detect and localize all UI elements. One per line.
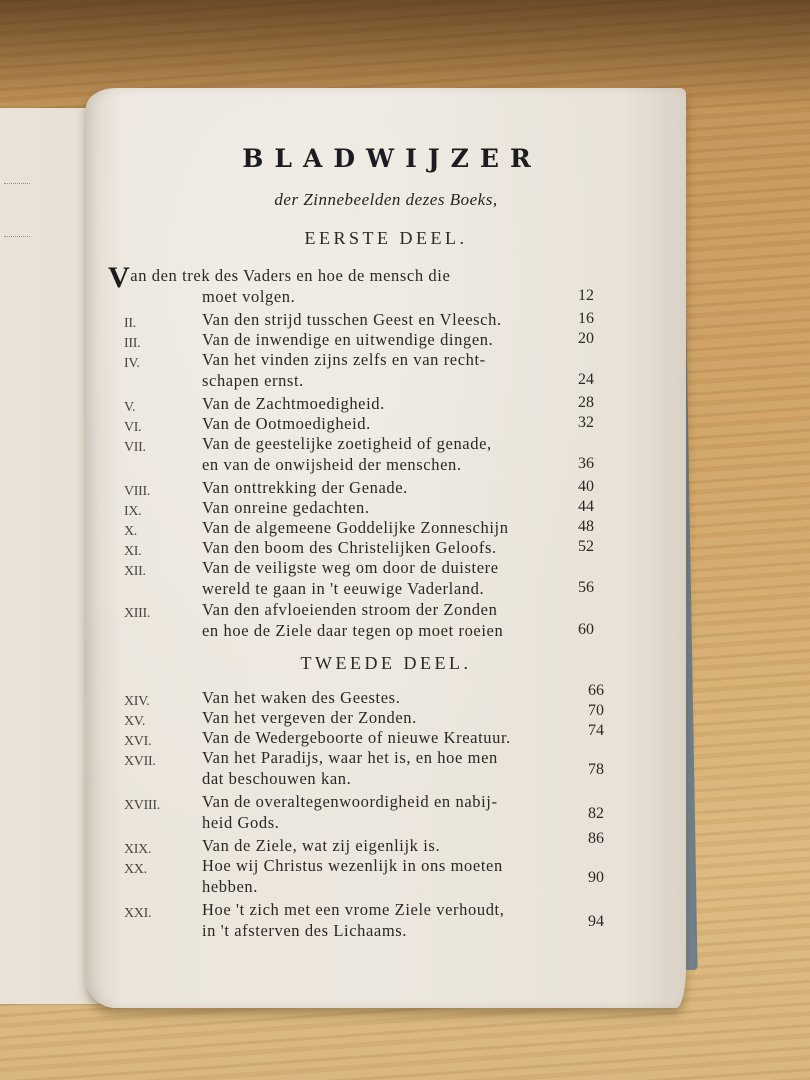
entry-title-line: Van de Wedergeboorte of nieuwe Kreatuur. xyxy=(202,728,511,747)
entry-page-number: 36 xyxy=(578,455,594,472)
entry-numeral: XVII. xyxy=(124,754,156,769)
entry-page-number: 56 xyxy=(578,579,594,596)
entry-numeral: VIII. xyxy=(124,484,151,499)
entry-title-line: Van het Paradijs, waar het is, en hoe men xyxy=(202,748,498,767)
entry-title-line: en hoe de Ziele daar tegen op moet roeien xyxy=(202,621,504,640)
section-heading-tweede-deel: TWEEDE DEEL. xyxy=(300,653,472,673)
section-heading-eerste-deel: EERSTE DEEL. xyxy=(304,228,468,248)
entry-title-line: Van de Zachtmoedigheid. xyxy=(202,394,385,413)
entry-title-line: Van onttrekking der Genade. xyxy=(202,478,408,497)
entry-title-line: en van de onwijsheid der menschen. xyxy=(202,455,462,474)
entry-title-line: Van de algemeene Goddelijke Zonneschijn xyxy=(202,518,509,537)
entry-title-line: in 't afsterven des Lichaams. xyxy=(202,921,408,940)
entry-title-line: heid Gods. xyxy=(202,813,280,832)
entry-numeral: XX. xyxy=(124,862,147,877)
dotted-rule xyxy=(4,236,30,237)
dotted-rule xyxy=(4,183,30,184)
entry-title-line: Van den boom des Christelijken Geloofs. xyxy=(202,538,497,557)
entry-numeral: XIII. xyxy=(124,606,151,621)
entry-page-number: 86 xyxy=(588,830,604,847)
entry-title-line: Hoe 't zich met een vrome Ziele verhoudt, xyxy=(202,900,505,919)
entry-title-line: Van de inwendige en uitwendige dingen. xyxy=(202,330,494,349)
entry-page-number: 94 xyxy=(588,912,604,930)
entry-page-number: 52 xyxy=(578,538,594,555)
entry-numeral: IV. xyxy=(124,356,140,371)
entry-title-line: Van de overaltegenwoordigheid en nabij- xyxy=(202,792,498,811)
entry-numeral: XIV. xyxy=(124,694,150,709)
entry-page-number: 48 xyxy=(578,518,594,535)
entry-title-line: Van de veiligste weg om door de duistere xyxy=(202,558,499,577)
entry-page-number: 82 xyxy=(588,804,604,822)
entry-title-line: Van het vergeven der Zonden. xyxy=(202,708,417,727)
entry-numeral: XVI. xyxy=(124,734,152,749)
entry-page-number: 12 xyxy=(578,287,594,304)
entry-numeral: XIX. xyxy=(124,842,152,857)
entry-title-line: Van het vinden zijns zelfs en van recht- xyxy=(202,350,486,369)
entry-title-text: an den trek des Vaders en hoe de mensch die xyxy=(130,266,451,285)
entry-title-line: Hoe wij Christus wezenlijk in ons moeten xyxy=(202,856,503,875)
entry-numeral: X. xyxy=(124,524,138,539)
entry-page-number: 70 xyxy=(588,702,604,719)
entry-page-number: 40 xyxy=(578,478,594,495)
entry-numeral: XI. xyxy=(124,544,142,559)
entry-title-line: Van het waken des Geestes. xyxy=(202,688,401,707)
entry-title-line: Van den strijd tusschen Geest en Vleesch. xyxy=(202,310,502,329)
entry-page-number: 32 xyxy=(578,414,594,431)
entry-numeral: II. xyxy=(124,316,136,331)
entry-page-number: 28 xyxy=(578,394,594,411)
entry-numeral: III. xyxy=(124,336,141,351)
drop-cap: V xyxy=(108,261,131,294)
entry-page-number: 90 xyxy=(588,868,604,886)
entry-page-number: 20 xyxy=(578,330,594,347)
entry-title-line: Van den afvloeienden stroom der Zonden xyxy=(202,600,498,619)
entry-numeral: XV. xyxy=(124,714,146,729)
entry-numeral: XXI. xyxy=(124,906,152,921)
entry-numeral: XVIII. xyxy=(124,798,160,813)
entry-numeral: VII. xyxy=(124,440,146,455)
entry-title-line: Van de Ootmoedigheid. xyxy=(202,414,371,433)
entry-numeral: VI. xyxy=(124,420,142,435)
entry-title-line: Van de geestelijke zoetigheid of genade, xyxy=(202,434,492,453)
entry-numeral: IX. xyxy=(124,504,142,519)
entry-numeral: XII. xyxy=(124,564,146,579)
entry-numeral: V. xyxy=(124,400,136,415)
entry-title-line: schapen ernst. xyxy=(202,371,304,390)
entry-title-line: wereld te gaan in 't eeuwige Vaderland. xyxy=(202,579,485,598)
entry-page-number: 74 xyxy=(588,722,604,739)
entry-page-number: 66 xyxy=(588,682,604,699)
entry-title-line: hebben. xyxy=(202,877,258,896)
page-title: BLADWIJZER xyxy=(242,144,542,173)
entry-page-number: 44 xyxy=(578,498,594,515)
right-page xyxy=(86,88,686,1008)
entry-title-line: Van onreine gedachten. xyxy=(202,498,370,517)
entry-title-line: Van de Ziele, wat zij eigenlijk is. xyxy=(202,836,441,855)
entry-title-line: moet volgen. xyxy=(202,287,296,306)
entry-page-number: 60 xyxy=(578,621,594,638)
entry-page-number: 16 xyxy=(578,310,594,327)
entry-title-line: dat beschouwen kan. xyxy=(202,769,352,788)
page-subtitle: der Zinnebeelden dezes Boeks, xyxy=(274,190,498,209)
entry-title-line xyxy=(108,261,451,294)
entry-page-number: 24 xyxy=(578,371,594,388)
entry-page-number: 78 xyxy=(588,760,604,778)
